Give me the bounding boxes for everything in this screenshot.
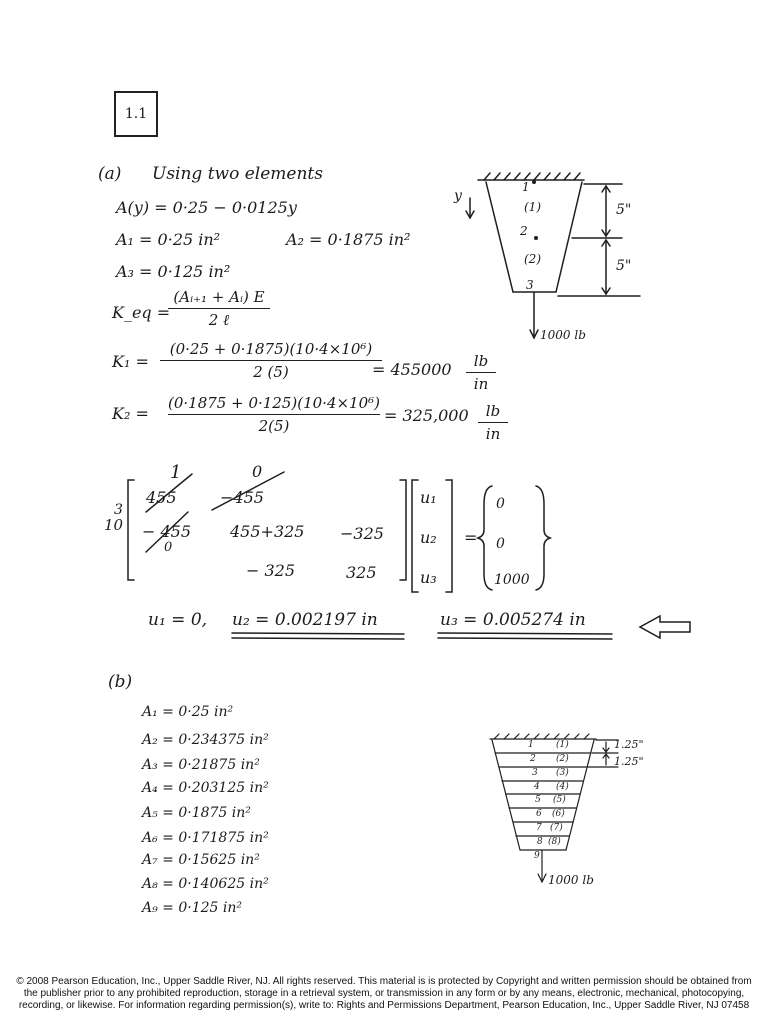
diagram-b-element7: (7) bbox=[550, 823, 563, 833]
copyright-footer: © 2008 Pearson Education, Inc., Upper Saddle River, NJ. All rights reserved. This material is is protected by Copyright and written permission should be obtained from the publisher prior to any prohibited reproduction, storage in a retrieval system, or transmission in any form or by any means, electronic, mechanical, photocopying, recording, or likewise. For information regarding permission(s), write to: Rights and Permissions Department, Pearson Education, Inc., Upper Saddle River, NJ 07458 bbox=[16, 976, 752, 1011]
area-equation: A(y) = 0·25 − 0·0125y bbox=[116, 198, 297, 217]
matrix-col-over-1: 1 bbox=[170, 462, 182, 483]
area-b-5: A₅ = 0·1875 in² bbox=[142, 805, 251, 821]
matrix-col-over-2: 0 bbox=[252, 462, 263, 481]
matrix-factor-exp: 3 bbox=[114, 502, 123, 518]
diagram-b-node8: 8 bbox=[537, 837, 543, 847]
bar-right-edge bbox=[556, 182, 582, 292]
part-b-label: (b) bbox=[108, 672, 133, 692]
k1-denominator: 2 (5) bbox=[253, 363, 289, 381]
wall-hatch bbox=[484, 173, 580, 180]
problem-number: 1.1 bbox=[124, 106, 148, 122]
diagram-b-element3: (3) bbox=[556, 768, 569, 778]
diagram-b-node9: 9 bbox=[534, 851, 540, 861]
diagram-b-node2: 2 bbox=[530, 754, 536, 764]
f-right-brace bbox=[536, 486, 550, 590]
area-b-3: A₃ = 0·21875 in² bbox=[142, 757, 260, 773]
diagram-a-dim2: 5" bbox=[616, 258, 632, 274]
diagram-b-node7: 7 bbox=[536, 823, 542, 833]
diagram-b-dim1: 1.25" bbox=[614, 738, 644, 751]
part-a-heading: Using two elements bbox=[152, 164, 323, 184]
diagram-b-node6: 6 bbox=[536, 809, 542, 819]
u2-result: u₂ = 0.002197 in bbox=[232, 610, 378, 630]
u-vector-2: u₂ bbox=[420, 528, 437, 547]
k2-denominator: 2(5) bbox=[258, 417, 290, 435]
diagram-a-element2: (2) bbox=[524, 252, 541, 266]
keq-numerator: (Aᵢ₊₁ + Aᵢ) E bbox=[173, 288, 265, 306]
diagram-a-node2: 2 bbox=[520, 224, 528, 238]
diagram-b-node1: 1 bbox=[528, 740, 534, 750]
force-vector-1: 0 bbox=[496, 496, 505, 512]
strike-r2c1 bbox=[146, 512, 188, 552]
force-vector-2: 0 bbox=[496, 536, 505, 552]
u-right-bracket bbox=[446, 480, 452, 592]
matrix-r1c1: 455 bbox=[146, 488, 177, 507]
answer-arrow-icon bbox=[640, 616, 690, 638]
diagram-a-dim1: 5" bbox=[616, 202, 632, 218]
matrix-r2c1: − 455 bbox=[142, 522, 192, 541]
matrix-left-bracket bbox=[128, 480, 134, 580]
u1-result: u₁ = 0, bbox=[148, 610, 208, 630]
diagram-b-element6: (6) bbox=[552, 809, 565, 819]
u3-underline bbox=[438, 633, 612, 634]
strike-r1c2 bbox=[212, 472, 284, 510]
matrix-r2c1-sub: 0 bbox=[164, 540, 173, 555]
area-b-2: A₂ = 0·234375 in² bbox=[142, 732, 269, 748]
diagram-b-dim2: 1.25" bbox=[614, 755, 644, 768]
matrix-factor-base: 10 bbox=[104, 516, 124, 534]
matrix-r2c2: 455+325 bbox=[230, 522, 305, 541]
diagram-b-node3: 3 bbox=[532, 768, 538, 778]
area-b-6: A₆ = 0·171875 in² bbox=[142, 830, 269, 846]
area-a1: A₁ = 0·25 in² bbox=[116, 230, 221, 249]
equals-sign: = bbox=[464, 528, 478, 547]
node1-dot bbox=[532, 180, 536, 184]
wall-hatch-b bbox=[494, 734, 589, 739]
k1-numerator: (0·25 + 0·1875)(10·4×10⁶) bbox=[169, 340, 373, 358]
area-b-4: A₄ = 0·203125 in² bbox=[142, 780, 269, 796]
diagram-b-node4: 4 bbox=[534, 782, 540, 792]
f-left-brace bbox=[478, 486, 492, 590]
area-b-9: A₉ = 0·125 in² bbox=[142, 900, 242, 916]
k2-numerator: (0·1875 + 0·125)(10·4×10⁶) bbox=[168, 394, 381, 412]
force-vector-3: 1000 bbox=[494, 572, 530, 588]
u2-underline bbox=[232, 633, 404, 634]
matrix-r1c2: −455 bbox=[220, 488, 264, 507]
area-a2: A₂ = 0·1875 in² bbox=[286, 230, 411, 249]
diagram-a-load: 1000 lb bbox=[540, 328, 586, 342]
k1-unit: lb in bbox=[466, 352, 496, 393]
strike-r1c1 bbox=[146, 474, 192, 512]
diagram-b-load: 1000 lb bbox=[548, 873, 594, 887]
diagram-b-element8: (8) bbox=[548, 837, 561, 847]
diagram-b-element1: (1) bbox=[556, 740, 569, 750]
diagram-a-node3: 3 bbox=[526, 278, 534, 292]
area-a3: A₃ = 0·125 in² bbox=[116, 262, 231, 281]
bar-b-right-edge bbox=[566, 740, 594, 850]
u3-result: u₃ = 0.005274 in bbox=[440, 610, 586, 630]
diagram-a-element1: (1) bbox=[524, 200, 541, 214]
diagram-b-element4: (4) bbox=[556, 782, 569, 792]
matrix-r2c3: −325 bbox=[340, 524, 384, 543]
bar-b-left-edge bbox=[492, 740, 520, 850]
keq-lhs: K_eq = bbox=[112, 303, 171, 322]
diagram-b-node5: 5 bbox=[535, 795, 541, 805]
bar-left-edge bbox=[486, 182, 513, 292]
area-b-8: A₈ = 0·140625 in² bbox=[142, 876, 269, 892]
u-vector-1: u₁ bbox=[420, 488, 437, 507]
matrix-right-bracket bbox=[400, 480, 406, 580]
matrix-r3c3: 325 bbox=[346, 563, 377, 582]
part-a-label: (a) bbox=[98, 164, 122, 184]
node2-dot bbox=[534, 236, 538, 240]
k1-value: = 455000 bbox=[372, 360, 452, 379]
area-b-1: A₁ = 0·25 in² bbox=[142, 704, 234, 720]
k2-unit: lb in bbox=[478, 402, 508, 443]
k2-lhs: K₂ = bbox=[112, 404, 149, 423]
area-b-7: A₇ = 0·15625 in² bbox=[142, 852, 260, 868]
k2-value: = 325,000 bbox=[384, 406, 469, 425]
matrix-r3c2: − 325 bbox=[246, 561, 296, 580]
diagram-b-element2: (2) bbox=[556, 754, 569, 764]
u-left-bracket bbox=[412, 480, 418, 592]
u-vector-3: u₃ bbox=[420, 568, 437, 587]
diagram-a-y-label: y bbox=[454, 188, 462, 204]
keq-denominator: 2 ℓ bbox=[208, 311, 230, 329]
diagram-a-node1: 1 bbox=[522, 180, 530, 194]
k1-lhs: K₁ = bbox=[112, 352, 149, 371]
diagram-b-element5: (5) bbox=[553, 795, 566, 805]
